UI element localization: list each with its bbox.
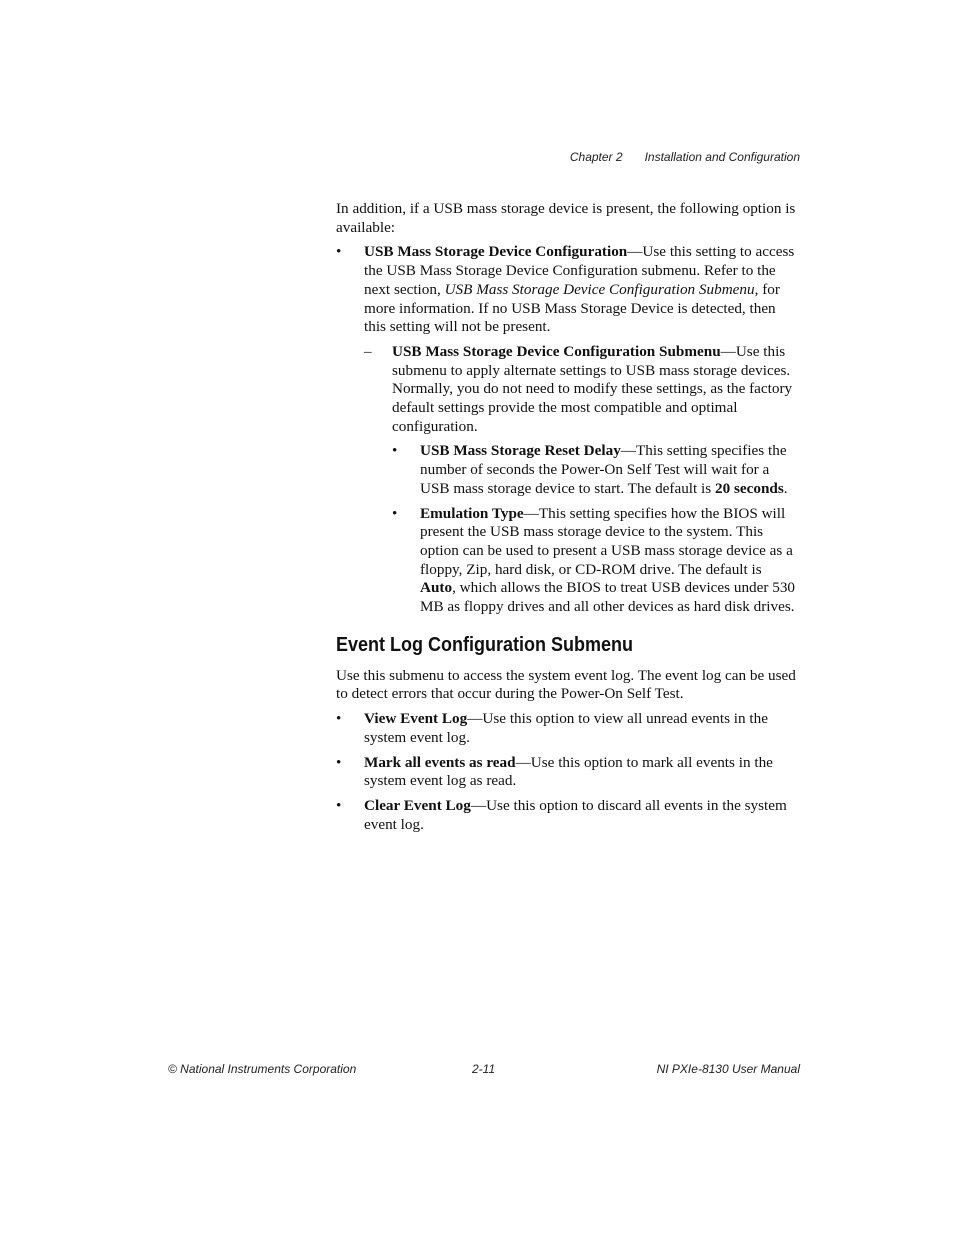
usb-config-text: —Use this setting to access the USB Mass Storage Device Configuration submenu. Refer to the next section, [364,243,795,298]
emulation-text: —This setting specifies how the BIOS will present the USB mass storage device to the system. This option can be used to present a USB mass storage device as a floppy, Zip, hard disk, or CD-ROM drive. The default is [420,504,793,578]
usb-submenu-term: USB Mass Storage Device Configuration Submenu [392,342,721,360]
emulation-end: , which allows the BIOS to treat USB devices under 530 MB as floppy drives and all other devices as hard disk drives. [420,579,796,616]
mark-read-term: Mark all events as read [364,753,516,771]
usb-config-item [336,243,800,337]
clear-event-log-term: Clear Event Log [364,796,471,814]
reset-delay-term: USB Mass Storage Reset Delay [420,442,621,460]
reset-delay-text: —This setting specifies the number of seconds the Power-On Self Test will wait for a USB mass storage device to start. The default is [420,442,787,497]
emulation-term: Emulation Type [420,504,524,522]
usb-config-term: USB Mass Storage Device Configuration [364,243,628,261]
mark-read-text: —Use this option to mark all events in the system event log as read. [364,753,773,790]
running-header [0,150,800,164]
dash: – [364,342,372,360]
usb-submenu-item [364,343,800,437]
reset-delay-item [392,442,800,498]
reset-delay-end: . [783,479,788,497]
usb-submenu-text: —Use this submenu to apply alternate settings to USB mass storage devices. Normally, you do not need to modify these settings, as the factory default settings provide the most compatible and optimal configuration. [392,342,793,435]
footer-manual-title: NI PXIe-8130 User Manual [656,1062,800,1076]
list-item [336,797,800,834]
intro-paragraph: In addition, if a USB mass storage device is present, the following option is available: [336,200,796,236]
bullet: • [336,710,342,728]
header-section: Installation and Configuration [644,150,800,164]
bullet: • [336,243,342,261]
event-log-intro: Use this submenu to access the system event log. The event log can be used to detect errors that occur during the Power-On Self Test. [336,666,796,703]
bullet: • [392,442,398,460]
reset-delay-default: 20 seconds [714,479,784,497]
header-chapter: Chapter 2 [569,150,623,164]
footer-copyright: © National Instruments Corporation [168,1062,357,1076]
clear-event-log-text: —Use this option to discard all events in the system event log. [364,796,787,833]
view-event-log-text: —Use this option to view all unread events in the system event log. [364,710,768,746]
view-event-log-term: View Event Log [364,710,468,728]
bullet: • [336,796,342,814]
page-number: 2-11 [472,1062,496,1076]
section-heading: Event Log Configuration Submenu [336,633,633,656]
emulation-default: Auto [420,579,453,597]
emulation-item [392,505,800,617]
usb-config-text-end: , for more information. If no USB Mass Storage Device is detected, then this setting will not be present. [364,280,780,336]
list-item [336,710,800,747]
cross-reference-link[interactable]: USB Mass Storage Device Configuration Submenu [444,280,755,298]
list-item [336,754,800,791]
bullet: • [336,753,342,771]
bullet: • [392,504,398,522]
page-body [336,200,800,840]
